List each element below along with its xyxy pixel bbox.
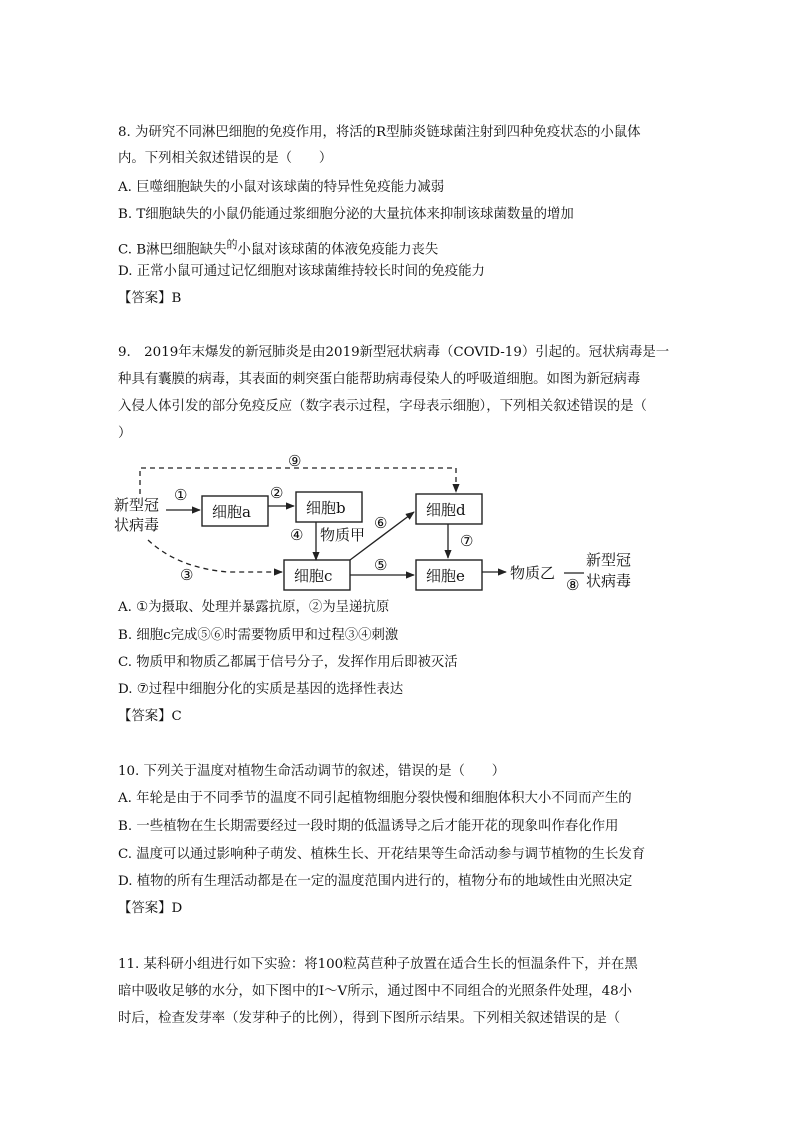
- q10-stem: 10. 下列关于温度对植物生命活动调节的叙述，错误的是（ ）: [118, 764, 506, 779]
- process-7-label: ⑦: [460, 532, 474, 550]
- q8-option-c-post: 小鼠对该球菌的体液免疫能力丧失: [237, 242, 439, 258]
- substance-a-label: 物质甲: [320, 526, 366, 544]
- process-4-label: ④: [290, 526, 304, 544]
- q8-stem-line-2: 内。下列相关叙述错误的是（ ）: [118, 151, 333, 166]
- q10-option-c: C. 温度可以通过影响种子萌发、植株生长、开花结果等生命活动参与调节植物的生长发育: [118, 847, 646, 862]
- q11-stem-line-2: 暗中吸收足够的水分，如下图中的Ⅰ～Ⅴ所示，通过图中不同组合的光照条件处理，48小: [118, 984, 633, 999]
- q8-option-c-sup: 的: [226, 238, 238, 251]
- q10-option-b: B. 一些植物在生长期需要经过一段时期的低温诱导之后才能开花的现象叫作春化作用: [118, 819, 619, 834]
- process-6-label: ⑥: [374, 514, 388, 532]
- cell-a-label: 细胞a: [212, 503, 251, 521]
- q8-option-c-pre: C. B淋巴细胞缺失: [118, 242, 227, 258]
- cell-b-label: 细胞b: [306, 499, 346, 517]
- q8-option-b: B. T细胞缺失的小鼠仍能通过浆细胞分泌的大量抗体来抑制该球菌数量的增加: [118, 207, 574, 222]
- process-5-label: ⑤: [374, 556, 388, 574]
- q8-option-d: D. 正常小鼠可通过记忆细胞对该球菌维持较长时间的免疫能力: [118, 264, 485, 279]
- process-3-label: ③: [180, 566, 194, 584]
- q9-stem-line-4: ）: [118, 426, 132, 441]
- virus-label-right-2: 状病毒: [586, 572, 632, 590]
- q8-option-a: A. 巨噬细胞缺失的小鼠对该球菌的特异性免疫能力减弱: [118, 180, 445, 195]
- q9-option-c: C. 物质甲和物质乙都属于信号分子，发挥作用后即被灭活: [118, 655, 458, 670]
- q8-stem-line-1: 8. 为研究不同淋巴细胞的免疫作用，将活的R型肺炎链球菌注射到四种免疫状态的小鼠体: [118, 125, 641, 140]
- virus-label-left-2: 状病毒: [114, 516, 160, 534]
- q9-stem-line-2: 种具有囊膜的病毒，其表面的刺突蛋白能帮助病毒侵染人的呼吸道细胞。如图为新冠病毒: [118, 372, 641, 387]
- q9-stem-line-3: 入侵人体引发的部分免疫反应（数字表示过程，字母表示细胞），下列相关叙述错误的是（: [118, 399, 647, 414]
- substance-b-label: 物质乙: [510, 564, 556, 582]
- q11-stem-line-3: 时后，检查发芽率（发芽种子的比例），得到下图所示结果。下列相关叙述错误的是（: [118, 1011, 621, 1026]
- q8-answer: 【答案】B: [118, 291, 182, 306]
- q10-option-d: D. 植物的所有生理活动都是在一定的温度范围内进行的，植物分布的地域性由光照决定: [118, 874, 633, 889]
- process-2-label: ②: [270, 484, 284, 502]
- cell-e-label: 细胞e: [426, 567, 465, 585]
- q10-answer: 【答案】D: [118, 901, 183, 916]
- virus-label-right-1: 新型冠: [586, 551, 632, 569]
- process-3-dashed: [148, 540, 276, 572]
- q9-answer: 【答案】C: [118, 709, 182, 724]
- cell-c-label: 细胞c: [294, 567, 333, 585]
- virus-label-left-1: 新型冠: [114, 496, 160, 514]
- immune-response-diagram: [108, 448, 668, 600]
- q9-option-a: A. ①为摄取、处理并暴露抗原，②为呈递抗原: [118, 600, 390, 615]
- cell-d-label: 细胞d: [426, 501, 466, 519]
- q9-option-b: B. 细胞c完成⑤⑥时需要物质甲和过程③④刺激: [118, 628, 399, 643]
- q9-option-d: D. ⑦过程中细胞分化的实质是基因的选择性表达: [118, 682, 404, 697]
- q11-stem-line-1: 11. 某科研小组进行如下实验：将100粒莴苣种子放置在适合生长的恒温条件下，并在黑: [118, 957, 638, 972]
- process-1-label: ①: [174, 486, 188, 504]
- process-9-label: ⑨: [288, 452, 302, 470]
- q8-option-c: [118, 235, 678, 260]
- q9-stem-line-1: 9. 2019年末爆发的新冠肺炎是由2019新型冠状病毒（COVID-19）引起的。冠状病毒是一: [118, 345, 670, 360]
- q10-option-a: A. 年轮是由于不同季节的温度不同引起植物细胞分裂快慢和细胞体积大小不同而产生的: [118, 791, 632, 806]
- process-8-label: ⑧: [566, 576, 580, 594]
